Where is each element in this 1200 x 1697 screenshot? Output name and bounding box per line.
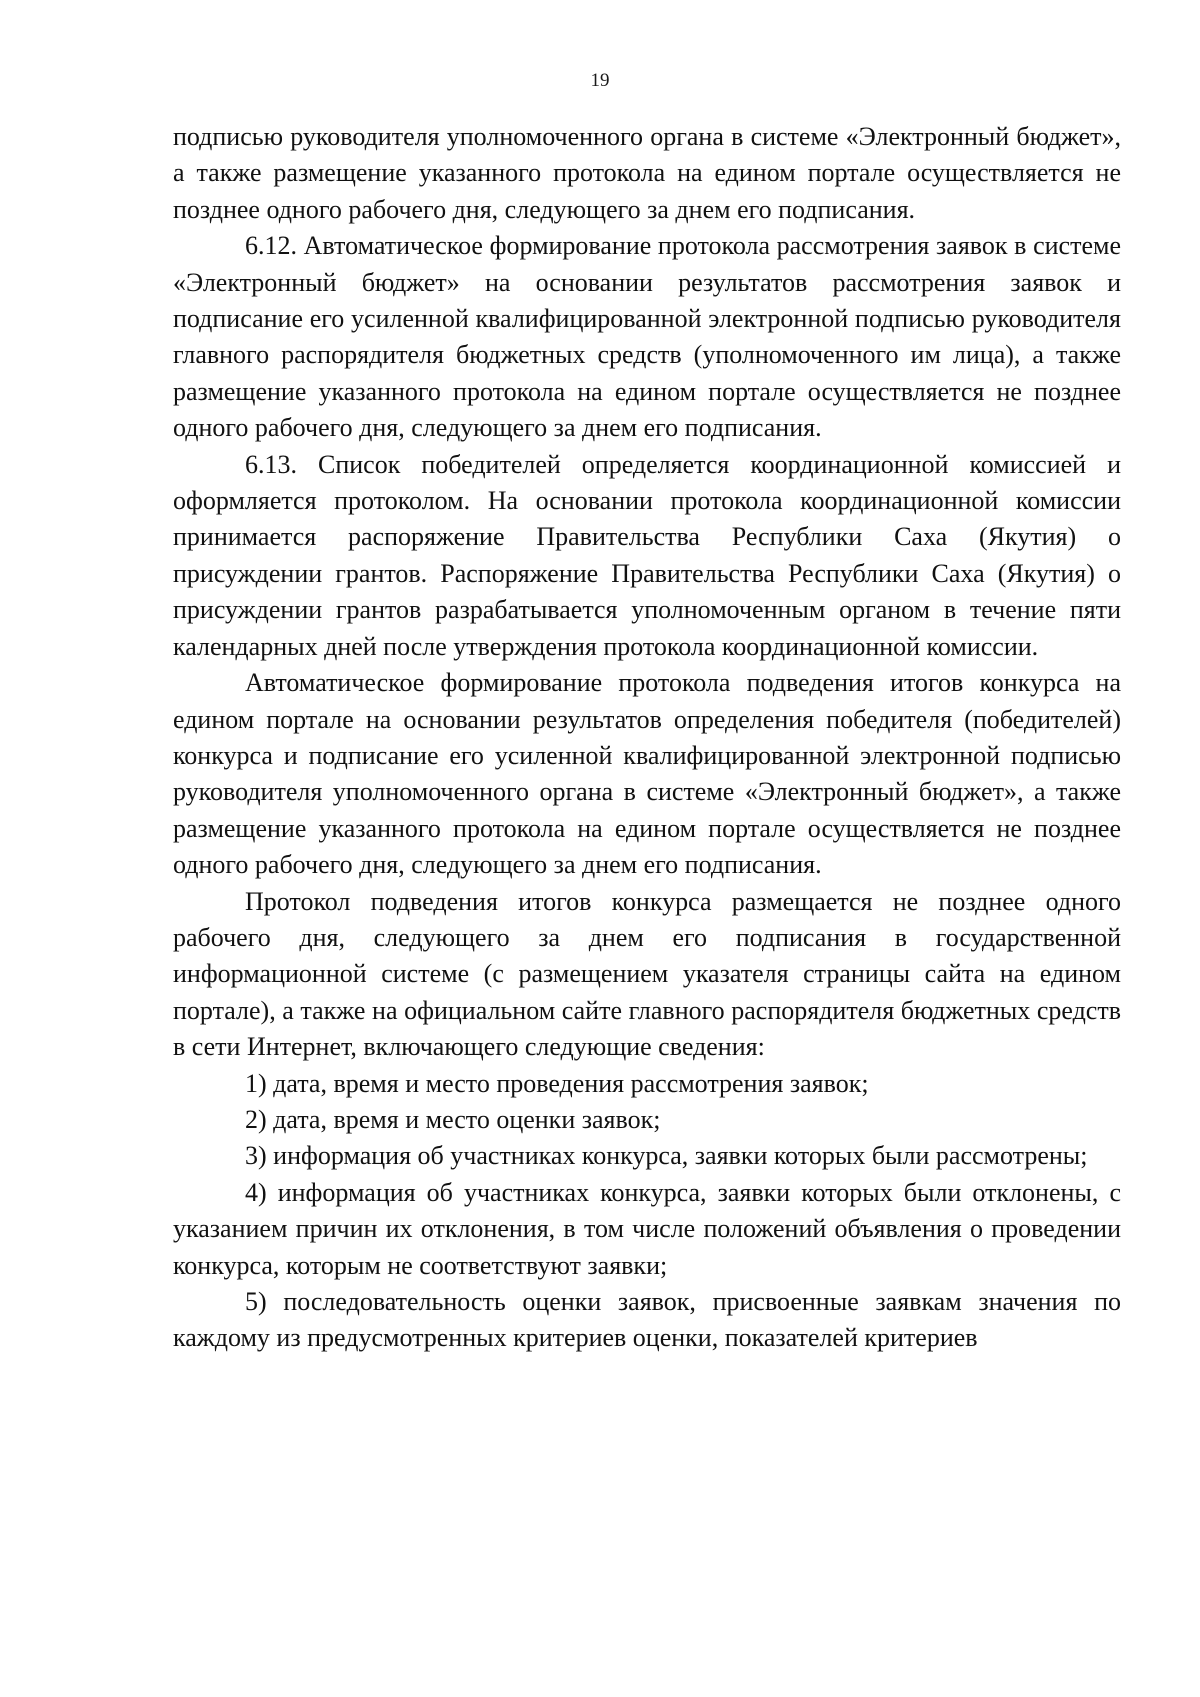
paragraph-6-12: 6.12. Автоматическое формирование протокола рассмотрения заявок в системе «Электронный бюджет» на основании результатов рассмотрения заявок и подписание его усиленной квалифицированной электронной подписью руководителя главного распорядителя бюджетных средств (уполномоченного им лица), а также размещение указанного протокола на едином портале осуществляется не позднее одного рабочего дня, следующего за днем его подписания.	[173, 231, 1121, 443]
list-item-3: 3) информация об участниках конкурса, заявки которых были рассмотрены;	[245, 1141, 1088, 1171]
list-item-2: 2) дата, время и место оценки заявок;	[245, 1104, 661, 1134]
paragraph-protocol-publication: Протокол подведения итогов конкурса размещается не позднее одного рабочего дня, следующего за днем его подписания в государственной информационной системе (с размещением указателя страницы сайта на едином портале), а также на официальном сайте главного распорядителя бюджетных средств в сети Интернет, включающего следующие сведения:	[173, 886, 1121, 1062]
page-number: 19	[590, 70, 610, 91]
document-body	[173, 119, 1121, 1357]
paragraph-continuation: подписью руководителя уполномоченного органа в системе «Электронный бюджет», а также размещение указанного протокола на едином портале осуществляется не позднее одного рабочего дня, следующего за днем его подписания.	[173, 122, 1121, 224]
paragraph-6-13: 6.13. Список победителей определяется координационной комиссией и оформляется протоколом. На основании протокола координационной комиссии принимается распоряжение Правительства Республики Саха (Якутия) о присуждении грантов. Распоряжение Правительства Республики Саха (Якутия) о присуждении грантов разрабатывается уполномоченным органом в течение пяти календарных дней после утверждения протокола координационной комиссии.	[173, 449, 1121, 661]
list-item-5: 5) последовательность оценки заявок, присвоенные заявкам значения по каждому из предусмотренных критериев оценки, показателей критериев	[173, 1287, 1121, 1353]
paragraph-auto-protocol: Автоматическое формирование протокола подведения итогов конкурса на едином портале на основании результатов определения победителя (победителей) конкурса и подписание его усиленной квалифицированной электронной подписью руководителя уполномоченного органа в системе «Электронный бюджет», а также размещение указанного протокола на едином портале осуществляется не позднее одного рабочего дня, следующего за днем его подписания.	[173, 668, 1121, 880]
list-item-4: 4) информация об участниках конкурса, заявки которых были отклонены, с указанием причин их отклонения, в том числе положений объявления о проведении конкурса, которым не соответствуют заявки;	[173, 1177, 1121, 1280]
list-item-1: 1) дата, время и место проведения рассмотрения заявок;	[245, 1068, 869, 1098]
